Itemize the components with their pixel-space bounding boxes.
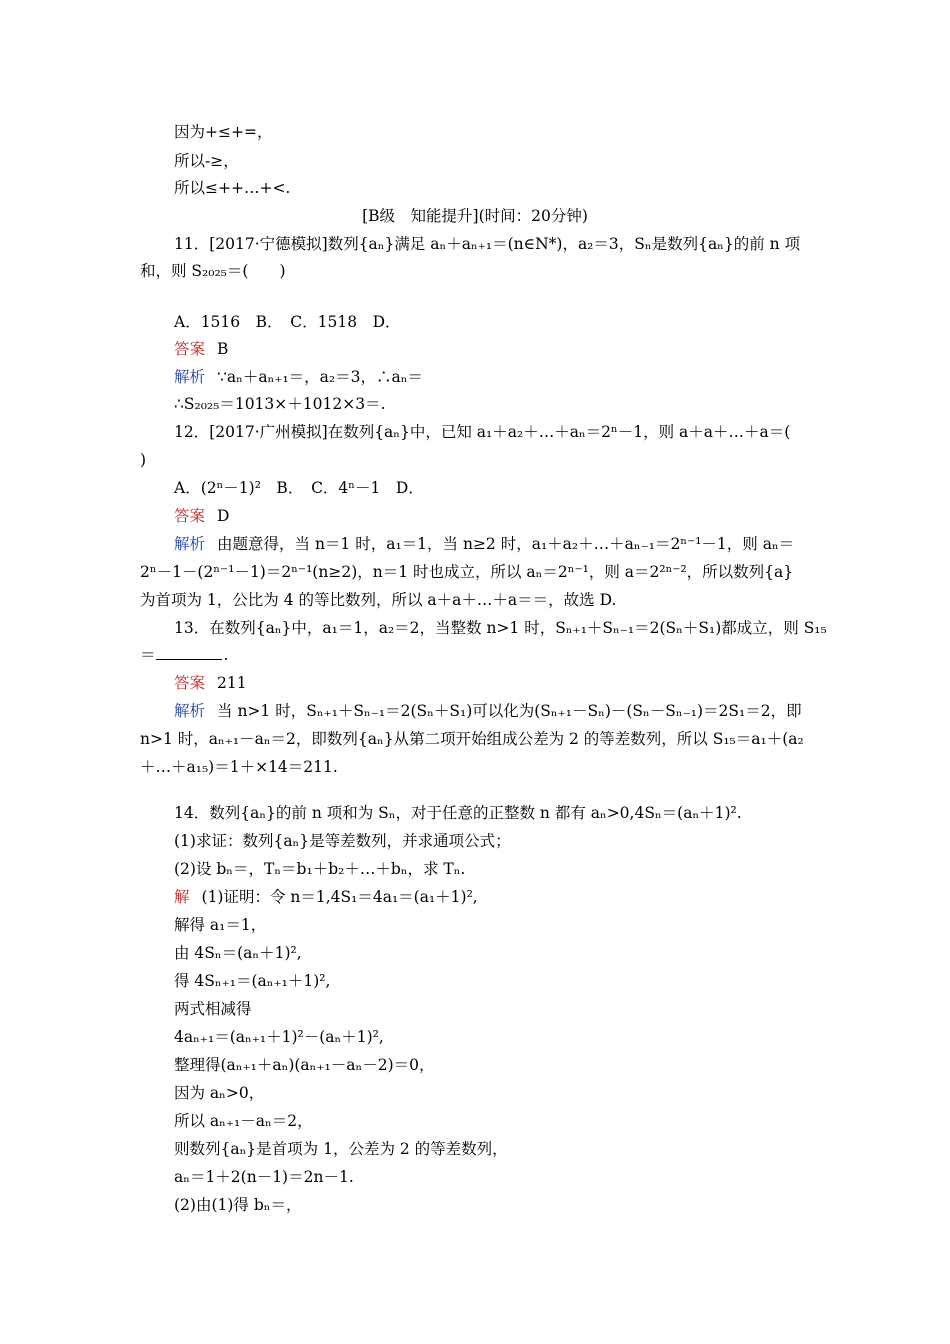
analysis-11-cont: ∴S₂₀₂₅＝1013×＋1012×3＝. [174, 395, 386, 413]
solution-line: 所以 aₙ₊₁－aₙ＝2， [174, 1112, 313, 1130]
question-11: 11．[2017·宁德模拟]数列{aₙ}满足 aₙ＋aₙ₊₁＝(n∈N*)，a₂＝3，Sₙ是数列{aₙ}的前 n 项 [174, 235, 801, 253]
text-line: 因为+≤+=， [174, 123, 273, 141]
analysis-text: 由题意得，当 n＝1 时，a₁＝1，当 n≥2 时，a₁＋a₂＋…＋aₙ₋₁＝2ⁿ⁻¹－1，则 aₙ＝ [217, 535, 795, 553]
solution-line: 因为 aₙ>0， [174, 1084, 265, 1102]
answer-label: 答案 [174, 340, 206, 358]
analysis-label: 解析 [174, 702, 206, 720]
answer-label: 答案 [174, 674, 206, 692]
period: . [223, 646, 229, 664]
equals-sign: ＝ [140, 646, 156, 664]
solution-text: (1)证明：令 n＝1,4S₁＝4a₁＝(a₁＋1)², [201, 888, 478, 906]
solution-line: 则数列{aₙ}是首项为 1，公差为 2 的等差数列， [174, 1140, 508, 1158]
answer-blank [156, 645, 222, 660]
answer-label: 答案 [174, 507, 206, 525]
question-14-part1: (1)求证：数列{aₙ}是等差数列，并求通项公式； [174, 832, 511, 850]
solution-line: 整理得(aₙ₊₁＋aₙ)(aₙ₊₁－aₙ－2)＝0， [174, 1056, 435, 1074]
analysis-12 [174, 533, 794, 555]
section-heading: [B级 知能提升](时间：20分钟) [362, 207, 588, 225]
answer-value: 211 [217, 674, 247, 692]
solution-line: 得 4Sₙ₊₁＝(aₙ₊₁＋1)², [174, 972, 331, 990]
answer-value: B [217, 340, 229, 358]
solution-line: 4aₙ₊₁＝(aₙ₊₁＋1)²－(aₙ＋1)², [174, 1028, 384, 1046]
analysis-13-cont: ＋…＋a₁₅)＝1＋×14＝211. [140, 758, 338, 776]
question-11-options: A．1516 B． C．1518 D． [174, 313, 401, 331]
answer-12 [174, 505, 229, 527]
analysis-12-cont: 为首项为 1，公比为 4 的等比数列，所以 a＋a＋…＋a＝＝，故选 D. [140, 591, 617, 609]
solution-label: 解 [174, 888, 190, 906]
solution-line: (2)由(1)得 bₙ＝， [174, 1196, 302, 1214]
analysis-label: 解析 [174, 368, 206, 386]
question-11-cont: 和，则 S₂₀₂₅＝( ) [140, 262, 286, 280]
solution-line: 由 4Sₙ＝(aₙ＋1)², [174, 944, 302, 962]
analysis-text: ∵aₙ＋aₙ₊₁＝，a₂＝3，∴aₙ＝ [217, 368, 423, 386]
analysis-13 [174, 700, 802, 722]
analysis-text: 当 n>1 时，Sₙ₊₁＋Sₙ₋₁＝2(Sₙ＋S₁)可以化为(Sₙ₊₁－Sₙ)－(Sₙ－Sₙ₋₁)＝2S₁＝2，即 [217, 702, 802, 720]
text-line: 所以-≥， [174, 152, 239, 170]
solution-line: aₙ＝1＋2(n－1)＝2n－1. [174, 1168, 354, 1186]
answer-11 [174, 338, 228, 360]
question-12-options: A．(2ⁿ－1)² B． C．4ⁿ－1 D． [174, 479, 424, 497]
answer-13 [174, 672, 247, 694]
analysis-11 [174, 366, 423, 388]
question-14: 14．数列{aₙ}的前 n 项和为 Sₙ，对于任意的正整数 n 都有 aₙ>0,4Sₙ＝(aₙ＋1)². [174, 804, 742, 822]
solution-line: 解得 a₁＝1， [174, 916, 267, 934]
question-12-cont: ) [140, 451, 147, 469]
question-13-cont [140, 644, 228, 666]
question-12: 12．[2017·广州模拟]在数列{aₙ}中，已知 a₁＋a₂＋…＋aₙ＝2ⁿ－1，则 a＋a＋…＋a＝( [174, 423, 791, 441]
analysis-label: 解析 [174, 535, 206, 553]
question-14-part2: (2)设 bₙ＝，Tₙ＝b₁＋b₂＋…＋bₙ，求 Tₙ. [174, 860, 466, 878]
text-line: 所以≤++…+<. [174, 179, 291, 197]
answer-value: D [217, 507, 230, 525]
solution-line: 两式相减得 [174, 1000, 252, 1018]
solution-14 [174, 886, 478, 908]
analysis-12-cont: 2ⁿ－1－(2ⁿ⁻¹－1)＝2ⁿ⁻¹(n≥2)，n＝1 时也成立，所以 aₙ＝2ⁿ⁻¹，则 a＝2²ⁿ⁻²，所以数列{a} [140, 563, 794, 581]
analysis-13-cont: n>1 时，aₙ₊₁－aₙ＝2，即数列{aₙ}从第二项开始组成公差为 2 的等差数列，所以 S₁₅＝a₁＋(a₂ [140, 730, 804, 748]
question-13: 13．在数列{aₙ}中，a₁＝1，a₂＝2，当整数 n>1 时，Sₙ₊₁＋Sₙ₋₁＝2(Sₙ＋S₁)都成立，则 S₁₅ [174, 619, 827, 637]
